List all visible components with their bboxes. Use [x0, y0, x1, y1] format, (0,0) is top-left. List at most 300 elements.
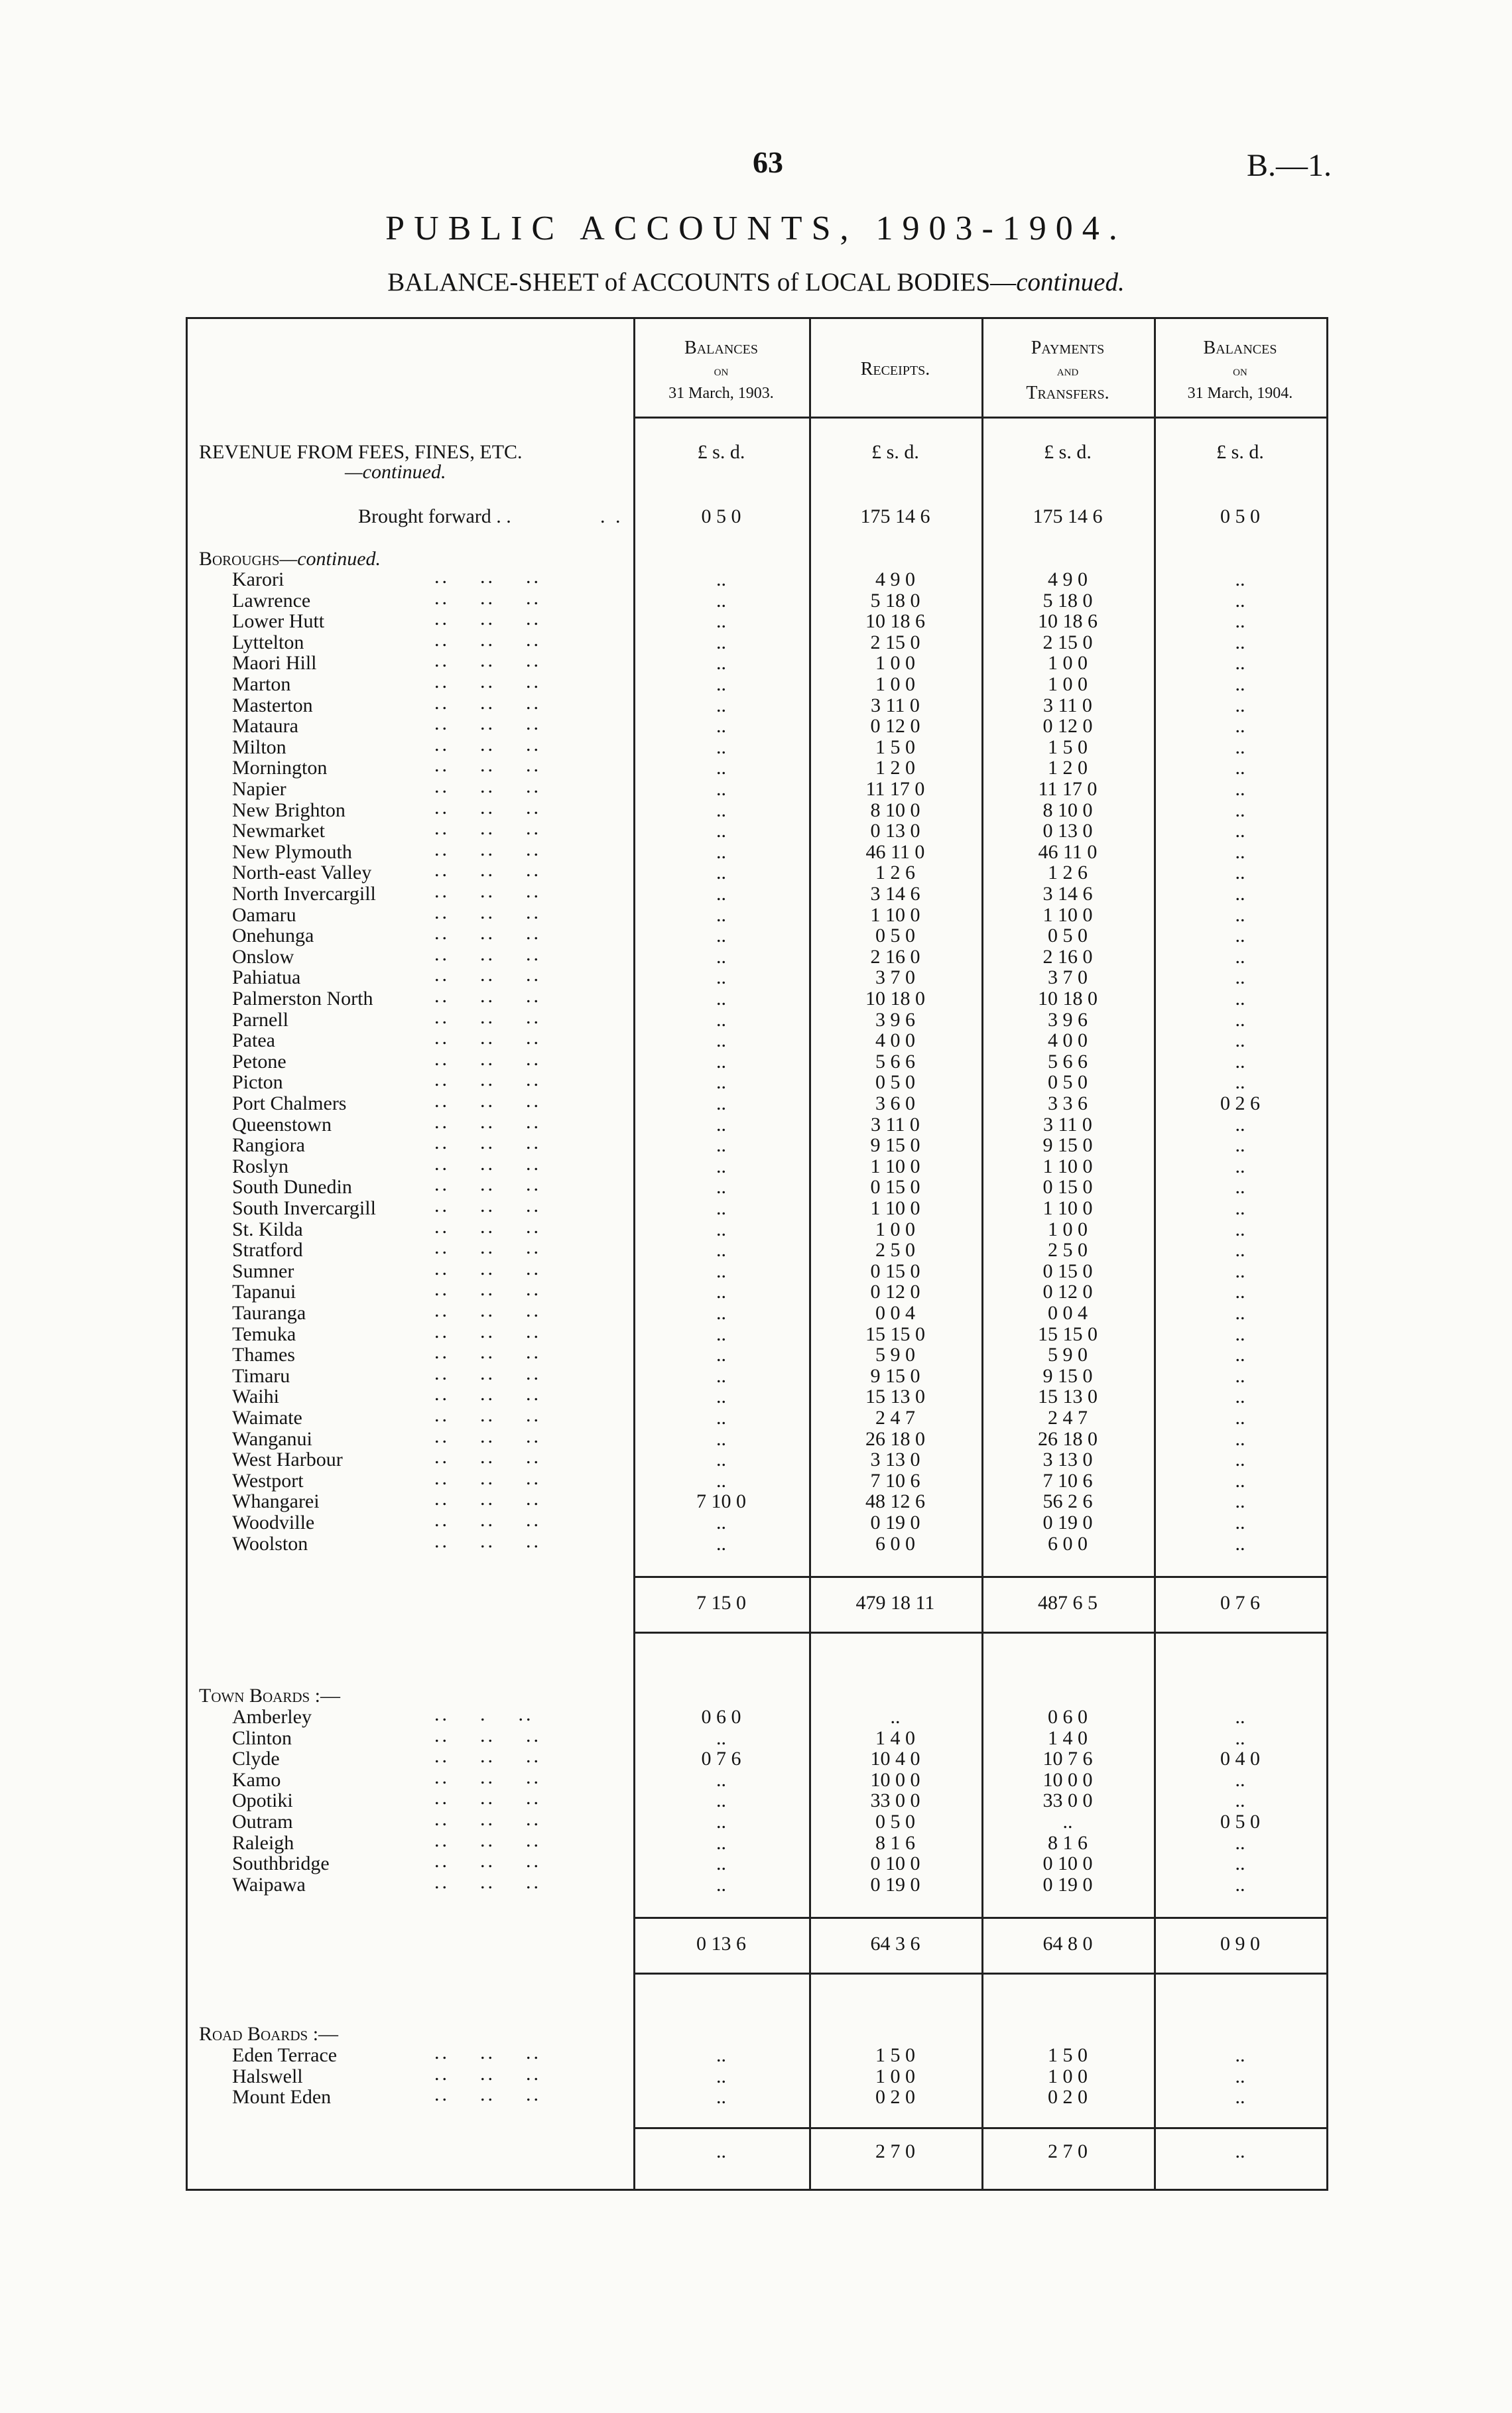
row-value-4: .. [1235, 862, 1245, 884]
row-value-3: 15 13 0 [1038, 1386, 1098, 1408]
header-bottom-rule [633, 417, 1328, 419]
row-value-1: .. [716, 1364, 726, 1387]
row-value-2: 1 0 0 [875, 1218, 915, 1240]
column-header-line: Balances [1203, 338, 1277, 358]
row-leader: .. .. .. [434, 922, 541, 945]
column-rule [633, 317, 635, 2189]
brought-forward-value-4: 0 5 0 [1220, 505, 1260, 527]
row-value-2: 10 0 0 [870, 1768, 920, 1791]
row-value-3: 10 18 0 [1038, 988, 1098, 1010]
subtitle-main: BALANCE-SHEET of ACCOUNTS of LOCAL BODIES— [387, 268, 1017, 296]
row-value-1: .. [716, 2065, 726, 2087]
total-value-1: .. [716, 2140, 726, 2162]
row-value-2: 10 18 0 [865, 988, 925, 1010]
row-leader: . . [600, 505, 623, 527]
row-value-3: 1 0 0 [1048, 673, 1088, 695]
row-value-3: 5 18 0 [1042, 589, 1093, 612]
row-value-3: 1 2 0 [1048, 757, 1088, 779]
row-value-2: 8 1 6 [875, 1831, 915, 1854]
row-leader: .. .. .. [434, 586, 541, 609]
row-value-2: 46 11 0 [865, 840, 925, 863]
table-left-rule [186, 317, 188, 2189]
row-name: Lower Hutt [232, 610, 325, 633]
row-leader: .. .. .. [434, 1446, 541, 1468]
row-value-4: .. [1235, 988, 1245, 1010]
total-rule [633, 1917, 1328, 1919]
row-value-1: .. [716, 568, 726, 590]
row-value-2: 3 11 0 [871, 1113, 920, 1136]
row-leader: .. .. .. [434, 566, 541, 588]
row-value-3: 1 0 0 [1048, 1218, 1088, 1240]
row-value-4: .. [1235, 1790, 1245, 1812]
row-value-2: 0 5 0 [875, 1071, 915, 1094]
total-value-1: 7 15 0 [696, 1592, 746, 1614]
row-value-3: 3 11 0 [1043, 694, 1092, 716]
row-value-2: 4 9 0 [875, 568, 915, 590]
row-value-2: 1 2 0 [875, 757, 915, 779]
row-leader: .. .. .. [434, 1425, 541, 1447]
row-value-2: 3 9 6 [875, 1008, 915, 1031]
row-value-1: .. [716, 883, 726, 905]
row-value-4: .. [1235, 2065, 1245, 2087]
row-value-1: .. [716, 1831, 726, 1854]
row-value-3: 0 12 0 [1042, 1281, 1093, 1303]
row-value-1: .. [716, 862, 726, 884]
total-value-2: 64 3 6 [870, 1933, 920, 1955]
row-value-4: .. [1235, 1239, 1245, 1262]
row-value-2: 8 10 0 [870, 799, 920, 821]
row-name: Thames [232, 1344, 295, 1366]
table-right-rule [1326, 317, 1328, 2189]
row-leader: .. .. .. [434, 1110, 541, 1133]
unit-label-1: £ s. d. [697, 441, 745, 463]
row-value-2: 6 0 0 [875, 1532, 915, 1555]
row-value-2: 0 12 0 [870, 1281, 920, 1303]
row-value-3: 10 18 6 [1038, 610, 1098, 633]
row-value-1: .. [716, 1281, 726, 1303]
table-bottom-rule [186, 2189, 1328, 2191]
row-value-3: 0 2 0 [1048, 2086, 1088, 2109]
row-value-3: 15 15 0 [1038, 1323, 1098, 1345]
row-value-4: .. [1235, 1134, 1245, 1157]
row-leader: .. .. .. [434, 1341, 541, 1364]
total-value-2: 479 18 11 [855, 1592, 935, 1614]
row-value-3: 1 4 0 [1048, 1727, 1088, 1749]
row-leader: .. .. .. [434, 1132, 541, 1154]
row-name: Timaru [232, 1364, 290, 1387]
row-name: Raleigh [232, 1831, 294, 1854]
row-name: Westport [232, 1469, 304, 1492]
row-leader: .. .. .. [434, 1530, 541, 1552]
total-value-4: .. [1235, 2140, 1245, 2162]
row-value-3: 2 5 0 [1048, 1239, 1088, 1262]
row-name: Temuka [232, 1323, 296, 1345]
row-value-3: 2 15 0 [1042, 631, 1093, 653]
row-name: Palmerston North [232, 988, 373, 1010]
row-value-2: 0 0 4 [875, 1302, 915, 1324]
row-value-1: .. [716, 1532, 726, 1555]
row-value-4: .. [1235, 652, 1245, 675]
row-value-1: .. [716, 1512, 726, 1533]
row-name: Pahiatua [232, 966, 301, 989]
row-name: Waipawa [232, 1873, 306, 1896]
row-value-4: .. [1235, 1853, 1245, 1875]
row-leader: .. .. .. [434, 691, 541, 714]
row-value-3: 4 0 0 [1048, 1029, 1088, 1052]
row-value-1: .. [716, 757, 726, 779]
row-leader: .. .. .. [434, 1467, 541, 1489]
page-number: 63 [753, 145, 783, 179]
row-value-2: 1 0 0 [875, 673, 915, 695]
row-value-3: .. [1062, 1811, 1073, 1833]
row-value-4: .. [1235, 1706, 1245, 1728]
row-value-4: .. [1235, 1113, 1245, 1136]
row-value-4: .. [1235, 1532, 1245, 1555]
row-value-1: .. [716, 652, 726, 675]
row-value-1: .. [716, 1071, 726, 1094]
row-value-3: 0 15 0 [1042, 1176, 1093, 1199]
row-value-4: .. [1235, 1512, 1245, 1533]
column-header-line: Balances [684, 338, 758, 358]
row-leader: .. .. .. [434, 1236, 541, 1259]
row-name: Tauranga [232, 1302, 306, 1324]
row-value-2: 10 18 6 [865, 610, 925, 633]
row-name: Masterton [232, 694, 313, 716]
row-value-3: 7 10 6 [1042, 1469, 1093, 1492]
row-value-4: .. [1235, 2086, 1245, 2109]
row-name: Mount Eden [232, 2086, 332, 2109]
row-leader: .. .. .. [434, 1195, 541, 1216]
total-value-3: 487 6 5 [1038, 1592, 1098, 1614]
row-value-3: 0 13 0 [1042, 820, 1093, 842]
row-name: Waihi [232, 1386, 279, 1408]
column-header-line: on [714, 362, 729, 379]
row-value-1: .. [716, 1302, 726, 1324]
row-value-1: .. [716, 1134, 726, 1157]
row-value-2: 1 0 0 [875, 2065, 915, 2087]
row-name: North Invercargill [232, 883, 376, 905]
row-value-1: .. [716, 799, 726, 821]
town-boards-heading [199, 1685, 340, 1707]
row-value-1: .. [716, 1113, 726, 1136]
row-leader: .. .. .. [434, 1152, 541, 1175]
row-value-4: .. [1235, 778, 1245, 800]
subtitle-italic: continued. [1016, 268, 1125, 296]
row-name: Eden Terrace [232, 2044, 338, 2066]
brought-forward-value-2: 175 14 6 [860, 505, 930, 527]
row-value-2: 0 2 0 [875, 2086, 915, 2109]
row-value-4: .. [1235, 1490, 1245, 1513]
row-name: Picton [232, 1071, 283, 1094]
row-value-1: .. [716, 1427, 726, 1450]
row-leader: .. .. .. [434, 1278, 541, 1301]
unit-label-4: £ s. d. [1216, 441, 1264, 463]
row-value-1: .. [716, 1197, 726, 1219]
row-value-3: 0 0 4 [1048, 1302, 1088, 1324]
row-leader: .. .. .. [434, 1362, 541, 1384]
row-value-2: 0 12 0 [870, 715, 920, 738]
row-value-4: .. [1235, 1344, 1245, 1366]
row-leader: .. .. .. [434, 1870, 541, 1893]
row-value-3: 0 5 0 [1048, 1071, 1088, 1094]
row-name: Lawrence [232, 589, 311, 612]
row-value-1: .. [716, 1239, 726, 1262]
row-value-1: .. [716, 988, 726, 1010]
row-value-2: 11 17 0 [865, 778, 925, 800]
row-leader: .. .. .. [434, 1090, 541, 1112]
row-value-4: 0 2 6 [1220, 1092, 1260, 1114]
row-value-2: 3 6 0 [875, 1092, 915, 1114]
total-value-3: 2 7 0 [1048, 2140, 1088, 2162]
row-value-4: .. [1235, 1029, 1245, 1052]
row-name: Karori [232, 568, 284, 590]
row-value-1: 0 7 6 [701, 1748, 741, 1770]
row-value-1: .. [716, 1853, 726, 1875]
row-name: Rangiora [232, 1134, 305, 1157]
row-leader: .. .. .. [434, 1173, 541, 1196]
row-name: South Dunedin [232, 1176, 352, 1199]
page-code: B.—1. [1247, 148, 1332, 183]
total-value-3: 64 8 0 [1042, 1933, 1093, 1955]
row-value-4: .. [1235, 1071, 1245, 1094]
row-leader: .. .. .. [434, 733, 541, 755]
row-value-3: 8 10 0 [1042, 799, 1093, 821]
row-value-3: 0 6 0 [1048, 1706, 1088, 1728]
row-name: Milton [232, 736, 286, 758]
row-name: South Invercargill [232, 1197, 376, 1219]
row-leader: .. .. .. [434, 1215, 541, 1238]
row-value-4: .. [1235, 673, 1245, 695]
row-name: West Harbour [232, 1449, 343, 1471]
row-value-1: .. [716, 715, 726, 738]
row-name: Clinton [232, 1727, 292, 1749]
row-value-3: 3 7 0 [1048, 966, 1088, 989]
row-name: Newmarket [232, 820, 325, 842]
row-value-3: 56 2 6 [1042, 1490, 1093, 1513]
row-leader: .. .. .. [434, 1488, 541, 1510]
row-name: Clyde [232, 1748, 280, 1770]
row-value-4: .. [1235, 1050, 1245, 1073]
row-value-4: .. [1235, 1831, 1245, 1854]
row-value-4: 0 4 0 [1220, 1748, 1260, 1770]
boroughs-heading-continued: —continued. [279, 548, 381, 570]
row-name: New Brighton [232, 799, 346, 821]
row-value-1: .. [716, 1344, 726, 1366]
row-value-2: 3 11 0 [871, 694, 920, 716]
row-value-2: 3 7 0 [875, 966, 915, 989]
row-leader: .. .. .. [434, 943, 541, 965]
row-value-2: 4 0 0 [875, 1029, 915, 1052]
row-value-2: 33 0 0 [870, 1790, 920, 1812]
row-value-1: .. [716, 1873, 726, 1896]
row-name: Petone [232, 1050, 286, 1073]
row-value-3: 9 15 0 [1042, 1134, 1093, 1157]
column-header-line: Payments [1031, 338, 1105, 358]
row-value-2: 1 10 0 [870, 903, 920, 926]
row-value-2: 1 2 6 [875, 862, 915, 884]
row-value-3: 10 0 0 [1042, 1768, 1093, 1791]
road-boards-heading-label: Road Boards :— [199, 2023, 339, 2045]
row-value-3: 3 13 0 [1042, 1449, 1093, 1471]
row-leader: .. .. .. [434, 775, 541, 797]
row-value-3: 3 3 6 [1048, 1092, 1088, 1114]
column-header-line: 31 March, 1904. [1187, 385, 1293, 402]
column-header-line: on [1233, 362, 1247, 379]
row-leader: .. .. .. [434, 754, 541, 777]
row-value-2: 2 4 7 [875, 1407, 915, 1429]
row-value-1: .. [716, 1092, 726, 1114]
row-name: North-east Valley [232, 862, 372, 884]
row-value-2: 0 15 0 [870, 1260, 920, 1282]
row-leader: .. .. .. [434, 901, 541, 923]
total-value-2: 2 7 0 [875, 2140, 915, 2162]
row-leader: .. .. .. [434, 817, 541, 840]
row-leader: .. .. .. [434, 859, 541, 881]
row-value-4: .. [1235, 631, 1245, 653]
section-title: REVENUE FROM FEES, FINES, ETC. [199, 441, 523, 463]
row-value-1: .. [716, 694, 726, 716]
column-header-line: Transfers. [1026, 383, 1109, 403]
column-rule [1154, 317, 1156, 2189]
row-value-1: .. [716, 1218, 726, 1240]
row-value-4: .. [1235, 883, 1245, 905]
page-subtitle [0, 267, 1512, 297]
row-value-4: .. [1235, 757, 1245, 779]
page-title: PUBLIC ACCOUNTS, 1903-1904. [385, 210, 1127, 247]
row-value-1: .. [716, 1029, 726, 1052]
row-value-4: .. [1235, 589, 1245, 612]
row-value-2: 9 15 0 [870, 1134, 920, 1157]
row-value-2: 1 4 0 [875, 1727, 915, 1749]
row-value-4: .. [1235, 1386, 1245, 1408]
brought-forward-value-3: 175 14 6 [1033, 505, 1103, 527]
row-name: Southbridge [232, 1853, 330, 1875]
row-value-3: 33 0 0 [1042, 1790, 1093, 1812]
row-leader: .. .. .. [434, 2083, 541, 2106]
row-value-1: .. [716, 820, 726, 842]
row-value-3: 26 18 0 [1038, 1427, 1098, 1450]
row-value-2: 0 15 0 [870, 1176, 920, 1199]
row-value-2: 0 19 0 [870, 1512, 920, 1533]
row-value-4: .. [1235, 1469, 1245, 1492]
row-leader: .. .. .. [434, 1320, 541, 1342]
row-value-4: .. [1235, 2044, 1245, 2066]
row-value-1: .. [716, 736, 726, 758]
row-value-4: .. [1235, 1449, 1245, 1471]
row-value-3: 9 15 0 [1042, 1364, 1093, 1387]
row-value-3: 1 0 0 [1048, 2065, 1088, 2087]
row-value-4: .. [1235, 1218, 1245, 1240]
unit-label-2: £ s. d. [871, 441, 919, 463]
total-rule [633, 1576, 1328, 1578]
row-value-4: .. [1235, 610, 1245, 633]
row-value-1: .. [716, 1176, 726, 1199]
row-leader: .. .. .. [434, 880, 541, 902]
row-value-3: 1 0 0 [1048, 652, 1088, 675]
row-value-4: .. [1235, 1197, 1245, 1219]
row-value-1: .. [716, 1260, 726, 1282]
row-value-1: .. [716, 610, 726, 633]
row-value-1: .. [716, 966, 726, 989]
row-leader: .. .. .. [434, 1257, 541, 1279]
row-leader: .. .. .. [434, 2042, 541, 2063]
row-value-3: 1 10 0 [1042, 1197, 1093, 1219]
row-name: Lyttelton [232, 631, 304, 653]
row-value-2: 9 15 0 [870, 1364, 920, 1387]
row-value-1: 7 10 0 [696, 1490, 746, 1513]
row-name: Napier [232, 778, 286, 800]
row-leader: .. .. .. [434, 671, 541, 692]
row-value-2: 7 10 6 [870, 1469, 920, 1492]
row-value-2: 15 13 0 [865, 1386, 925, 1408]
row-value-1: .. [716, 1768, 726, 1791]
row-value-3: 2 4 7 [1048, 1407, 1088, 1429]
row-value-3: 1 2 6 [1048, 862, 1088, 884]
row-value-2: 5 9 0 [875, 1344, 915, 1366]
row-name: Tapanui [232, 1281, 296, 1303]
column-rule [981, 317, 983, 2189]
row-value-4: .. [1235, 568, 1245, 590]
row-value-2: 1 0 0 [875, 652, 915, 675]
row-value-3: 0 19 0 [1042, 1512, 1093, 1533]
row-value-3: 1 10 0 [1042, 903, 1093, 926]
row-value-1: .. [716, 1407, 726, 1429]
row-value-3: 0 5 0 [1048, 925, 1088, 947]
column-header-4 [1154, 337, 1326, 405]
row-value-1: .. [716, 840, 726, 863]
row-leader: .. .. .. [434, 712, 541, 735]
row-leader: .. .. .. [434, 628, 541, 651]
boroughs-heading-label: Boroughs [199, 548, 280, 570]
row-leader: .. .. .. [434, 838, 541, 860]
row-value-4: .. [1235, 903, 1245, 926]
row-value-1: .. [716, 1155, 726, 1177]
row-value-3: 8 1 6 [1048, 1831, 1088, 1854]
row-value-2: 2 15 0 [870, 631, 920, 653]
row-value-1: .. [716, 1469, 726, 1492]
row-value-1: .. [716, 925, 726, 947]
row-value-3: 6 0 0 [1048, 1532, 1088, 1555]
total-bottom-rule [633, 1973, 1328, 1975]
table-top-rule [186, 317, 1328, 319]
column-header-line: and [1056, 362, 1079, 379]
row-value-4: .. [1235, 966, 1245, 989]
brought-forward-value-1: 0 5 0 [701, 505, 741, 527]
row-value-2: 10 4 0 [870, 1748, 920, 1770]
row-value-3: 1 10 0 [1042, 1155, 1093, 1177]
row-name: Port Chalmers [232, 1092, 347, 1114]
row-value-3: 1 5 0 [1048, 736, 1088, 758]
row-value-1: .. [716, 1008, 726, 1031]
row-value-3: 3 14 6 [1042, 883, 1093, 905]
row-value-3: 0 10 0 [1042, 1853, 1093, 1875]
row-name: Patea [232, 1029, 275, 1052]
total-value-4: 0 9 0 [1220, 1933, 1260, 1955]
row-value-4: .. [1235, 945, 1245, 968]
row-value-4: .. [1235, 1873, 1245, 1896]
row-leader: .. .. .. [434, 1787, 541, 1809]
row-value-2: .. [890, 1706, 901, 1728]
row-value-2: 1 10 0 [870, 1197, 920, 1219]
row-value-2: 1 5 0 [875, 2044, 915, 2066]
column-header-line: 31 March, 1903. [668, 385, 774, 402]
row-name: Onehunga [232, 925, 314, 947]
road-boards-heading [199, 2023, 338, 2046]
total-bottom-rule [633, 1632, 1328, 1634]
row-value-1: .. [716, 1449, 726, 1471]
column-rule [809, 317, 811, 2189]
row-value-2: 2 16 0 [870, 945, 920, 968]
